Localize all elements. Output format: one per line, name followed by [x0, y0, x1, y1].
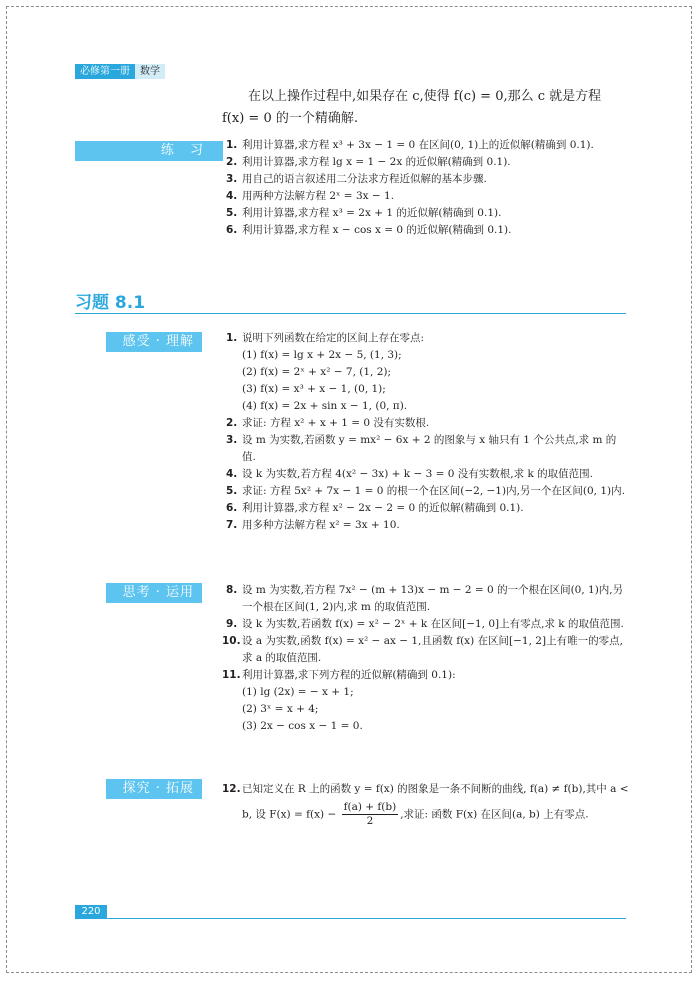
subject-label: 数学: [135, 64, 165, 79]
list-item: [222, 633, 630, 667]
item-text: 利用计算器,求方程 x² − 2x − 2 = 0 的近似解(精确到 0.1).: [242, 502, 524, 514]
item-text: 用自己的语言叙述用二分法求方程近似解的基本步骤.: [242, 173, 487, 185]
item-number: 5.: [226, 485, 238, 497]
item-number: 2.: [226, 156, 238, 168]
item-text: 用多种方法解方程 x² = 3x + 10.: [242, 519, 400, 531]
list-item: [226, 432, 630, 466]
fraction-denominator: 2: [366, 815, 374, 827]
item-number: 10.: [222, 635, 241, 647]
item-text: 设 a 为实数,函数 f(x) = x² − ax − 1,且函数 f(x) 在区间[−1, 2]上有唯一的零点,求 a 的取值范围.: [242, 635, 623, 664]
item-number: 11.: [222, 669, 241, 681]
intro-paragraph: [222, 86, 632, 130]
list-item: [226, 466, 630, 483]
exercise-list-group-1: [226, 330, 630, 534]
item-number: 5.: [226, 207, 238, 219]
list-item: [226, 500, 630, 517]
item-text: 利用计算器,求方程 x³ + 3x − 1 = 0 在区间(0, 1)上的近似解(精确到 0.1).: [242, 139, 594, 151]
list-item: [226, 616, 630, 633]
item-number: 2.: [226, 417, 238, 429]
page-number: 220: [75, 905, 107, 919]
list-item: [226, 483, 630, 500]
practice-list: [226, 137, 630, 239]
fraction-numerator: f(a) + f(b): [343, 801, 397, 813]
list-item: [226, 415, 630, 432]
item-text: 设 m 为实数,若方程 7x² − (m + 13)x − m − 2 = 0 的一个根在区间(0, 1)内,另一个根在区间(1, 2)内,求 m 的取值范围.: [242, 584, 624, 613]
footer-rule: [107, 918, 626, 919]
group-tag-feel-understand: 感受 · 理解: [106, 332, 202, 352]
book-label: 必修第一册: [75, 64, 135, 79]
item-number: 3.: [226, 173, 238, 185]
list-item: [222, 667, 630, 684]
item-text-part-2: ,求证: 函数 F(x) 在区间(a, b) 上有零点.: [400, 808, 589, 821]
item-number: 8.: [226, 584, 238, 596]
list-item: [226, 154, 630, 171]
item-text: 利用计算器,求方程 lg x = 1 − 2x 的近似解(精确到 0.1).: [242, 156, 511, 168]
item-number: 1.: [226, 139, 238, 151]
list-item: [226, 222, 630, 239]
list-item: [226, 517, 630, 534]
item-number: 7.: [226, 519, 238, 531]
sub-item: (4) f(x) = 2x + sin x − 1, (0, π).: [242, 400, 408, 412]
item-text: 说明下列函数在给定的区间上存在零点:: [242, 332, 425, 344]
sub-item: (2) f(x) = 2ˣ + x² − 7, (1, 2);: [242, 366, 392, 378]
item-number: 3.: [226, 434, 238, 446]
intro-line-2: f(x) = 0 的一个精确解.: [222, 111, 358, 126]
item-number: 4.: [226, 468, 238, 480]
sub-item: (3) 2x − cos x − 1 = 0.: [242, 720, 363, 732]
practice-tag: 练 习: [75, 141, 223, 161]
sub-item: (1) f(x) = lg x + 2x − 5, (1, 3);: [242, 349, 402, 361]
item-number: 4.: [226, 190, 238, 202]
item-number: 6.: [226, 224, 238, 236]
item-text: [242, 777, 630, 828]
item-text: 设 k 为实数,若方程 4(x² − 3x) + k − 3 = 0 没有实数根,求 k 的取值范围.: [242, 468, 593, 480]
item-number: 12.: [222, 783, 241, 795]
item-text-part-1: 已知定义在 R 上的函数 y = f(x) 的图象是一条不间断的曲线, f(a) ≠ f(b),其中 a < b, 设 F(x) = f(x) −: [242, 783, 629, 821]
list-item: [222, 777, 630, 828]
item-text: 利用计算器,求方程 x³ = 2x + 1 的近似解(精确到 0.1).: [242, 207, 502, 219]
intro-line-1: 在以上操作过程中,如果存在 c,使得 f(c) = 0,那么 c 就是方程: [248, 89, 602, 104]
running-header: [75, 64, 165, 79]
list-item: [226, 171, 630, 188]
list-item: [226, 188, 630, 205]
group-tag-explore-extend: 探究 · 拓展: [106, 779, 202, 799]
section-divider: [75, 313, 626, 314]
item-number: 1.: [226, 332, 238, 344]
item-text: 求证: 方程 x² + x + 1 = 0 没有实数根.: [242, 417, 430, 429]
exercise-list-group-2: [222, 582, 630, 735]
section-title: 习题 8.1: [75, 293, 146, 313]
item-number: 6.: [226, 502, 238, 514]
list-item: [226, 330, 630, 347]
item-text: 用两种方法解方程 2ˣ = 3x − 1.: [242, 190, 395, 202]
sub-item: (3) f(x) = x³ + x − 1, (0, 1);: [242, 383, 386, 395]
list-item: [226, 137, 630, 154]
item-text: 设 k 为实数,若函数 f(x) = x² − 2ˣ + k 在区间[−1, 0]上有零点,求 k 的取值范围.: [242, 618, 624, 630]
item-number: 9.: [226, 618, 238, 630]
item-text: 设 m 为实数,若函数 y = mx² − 6x + 2 的图象与 x 轴只有 1 个公共点,求 m 的值.: [242, 434, 617, 463]
item-text: 利用计算器,求下列方程的近似解(精确到 0.1):: [242, 669, 456, 681]
exercise-list-group-3: [222, 777, 630, 828]
list-item: [226, 582, 630, 616]
sub-item: (2) 3ˣ = x + 4;: [242, 703, 319, 715]
group-tag-think-apply: 思考 · 运用: [106, 583, 202, 603]
sub-item: (1) lg (2x) = − x + 1;: [242, 686, 354, 698]
fraction: [342, 801, 399, 828]
item-text: 利用计算器,求方程 x − cos x = 0 的近似解(精确到 0.1).: [242, 224, 512, 236]
list-item: [226, 205, 630, 222]
item-text: 求证: 方程 5x² + 7x − 1 = 0 的根一个在区间(−2, −1)内,另一个在区间(0, 1)内.: [242, 485, 625, 497]
